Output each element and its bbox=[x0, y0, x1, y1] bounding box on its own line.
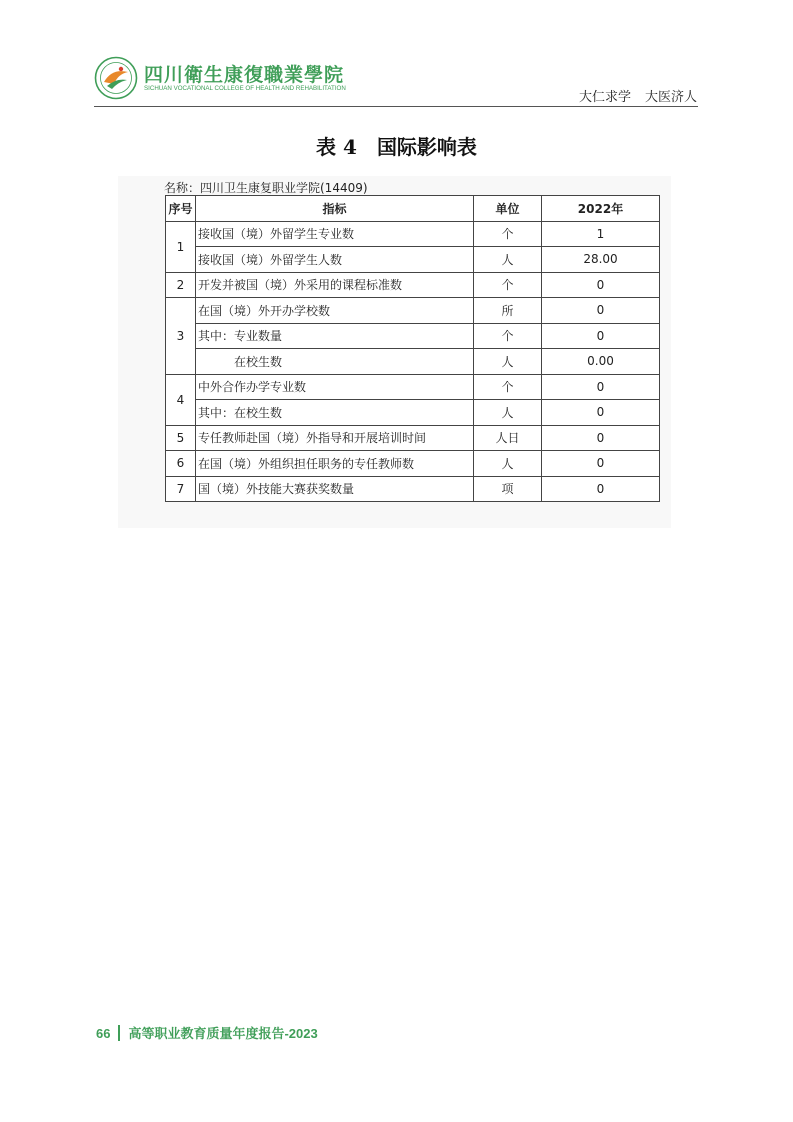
row-indicator: 接收国（境）外留学生专业数 bbox=[196, 221, 474, 247]
row-unit: 人 bbox=[474, 400, 542, 426]
row-unit: 项 bbox=[474, 476, 542, 502]
table-row bbox=[166, 298, 660, 324]
page-number: 66 bbox=[96, 1026, 111, 1041]
row-indicator: 专任教师赴国（境）外指导和开展培训时间 bbox=[196, 425, 474, 451]
header-year: 2022年 bbox=[542, 196, 660, 222]
table-caption: 名称：四川卫生康复职业学院(14409) bbox=[164, 181, 368, 195]
row-indicator: 国（境）外技能大赛获奖数量 bbox=[196, 476, 474, 502]
row-value: 0 bbox=[542, 272, 660, 298]
table-row bbox=[166, 451, 660, 477]
table-number: 表 4 bbox=[316, 135, 357, 159]
header-seq: 序号 bbox=[166, 196, 196, 222]
row-value: 0 bbox=[542, 400, 660, 426]
row-indicator: 在国（境）外开办学校数 bbox=[196, 298, 474, 324]
table-row bbox=[166, 323, 660, 349]
page-footer bbox=[96, 1023, 318, 1042]
row-unit: 个 bbox=[474, 272, 542, 298]
table-title: 国际影响表 bbox=[376, 135, 477, 159]
school-name-cn: 四川衛生康復職業學院 bbox=[144, 64, 345, 86]
row-indicator: 在国（境）外组织担任职务的专任教师数 bbox=[196, 451, 474, 477]
table-row bbox=[166, 247, 660, 273]
table-row bbox=[166, 400, 660, 426]
school-emblem-icon bbox=[94, 56, 138, 100]
row-value: 0.00 bbox=[542, 349, 660, 375]
row-unit: 人 bbox=[474, 349, 542, 375]
row-seq: 1 bbox=[166, 221, 196, 272]
row-indicator: 接收国（境）外留学生人数 bbox=[196, 247, 474, 273]
row-unit: 人 bbox=[474, 451, 542, 477]
header-divider bbox=[94, 106, 698, 107]
header-slogan bbox=[579, 86, 697, 105]
row-seq: 4 bbox=[166, 374, 196, 425]
header-indicator: 指标 bbox=[196, 196, 474, 222]
slogan-part-1: 大仁求学 bbox=[578, 90, 631, 105]
table-header-row bbox=[166, 196, 660, 222]
row-indicator: 在校生数 bbox=[196, 349, 474, 375]
row-indicator: 其中：在校生数 bbox=[196, 400, 474, 426]
row-unit: 个 bbox=[474, 221, 542, 247]
row-value: 0 bbox=[542, 374, 660, 400]
row-seq: 5 bbox=[166, 425, 196, 451]
table-row bbox=[166, 476, 660, 502]
row-unit: 所 bbox=[474, 298, 542, 324]
row-unit: 人 bbox=[474, 247, 542, 273]
row-unit: 人日 bbox=[474, 425, 542, 451]
table-row bbox=[166, 272, 660, 298]
row-value: 1 bbox=[542, 221, 660, 247]
school-logo bbox=[94, 56, 344, 100]
row-seq: 7 bbox=[166, 476, 196, 502]
row-value: 0 bbox=[542, 425, 660, 451]
row-seq: 3 bbox=[166, 298, 196, 375]
row-value: 0 bbox=[542, 476, 660, 502]
row-value: 0 bbox=[542, 298, 660, 324]
row-indicator: 开发并被国（境）外采用的课程标准数 bbox=[196, 272, 474, 298]
international-influence-table-figure bbox=[118, 176, 671, 528]
row-unit: 个 bbox=[474, 374, 542, 400]
row-seq: 6 bbox=[166, 451, 196, 477]
report-title: 高等职业教育质量年度报告-2023 bbox=[128, 1026, 318, 1041]
row-unit: 个 bbox=[474, 323, 542, 349]
table-row bbox=[166, 425, 660, 451]
row-value: 0 bbox=[542, 451, 660, 477]
header-unit: 单位 bbox=[474, 196, 542, 222]
row-indicator: 中外合作办学专业数 bbox=[196, 374, 474, 400]
table-row bbox=[166, 374, 660, 400]
row-indicator: 其中：专业数量 bbox=[196, 323, 474, 349]
table-row bbox=[166, 221, 660, 247]
row-value: 28.00 bbox=[542, 247, 660, 273]
row-value: 0 bbox=[542, 323, 660, 349]
page-title bbox=[0, 131, 793, 160]
row-seq: 2 bbox=[166, 272, 196, 298]
international-influence-table bbox=[165, 195, 660, 502]
slogan-part-2: 大医济人 bbox=[644, 90, 697, 105]
footer-divider bbox=[118, 1025, 120, 1041]
school-name-en: SICHUAN VOCATIONAL COLLEGE OF HEALTH AND REHABILITATION bbox=[144, 85, 346, 92]
table-row bbox=[166, 349, 660, 375]
